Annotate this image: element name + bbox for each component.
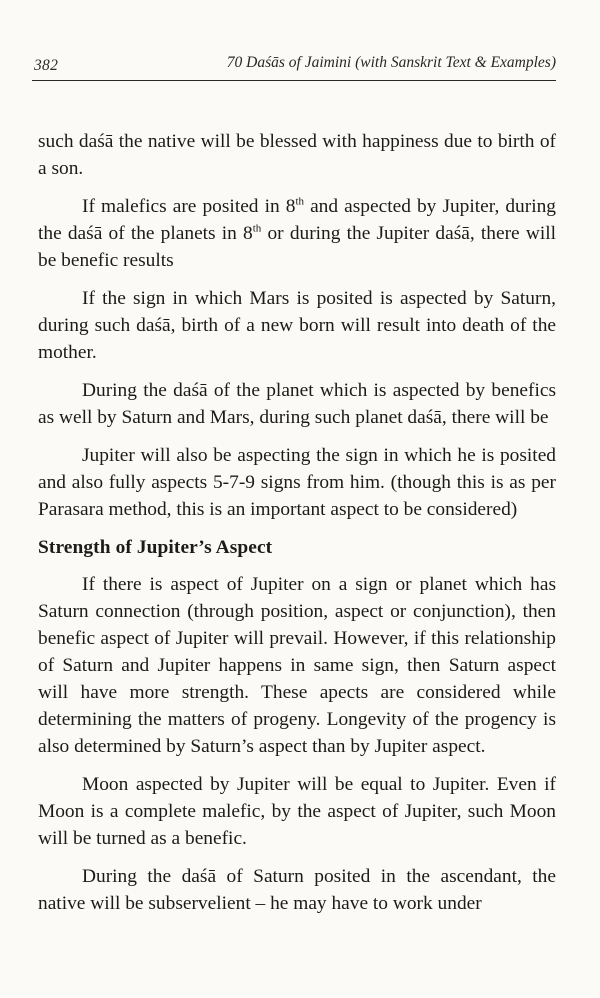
text-span: If malefics are posited in 8	[82, 196, 296, 217]
section-heading: Strength of Jupiter’s Aspect	[38, 537, 273, 558]
text-span: and aspected by Jupiter, during the daśā of the planets in 8	[38, 196, 556, 244]
paragraph-saturn-ascendant: During the daśā of Saturn posited in the ascendant, the native will be subservelient – he may have to work under	[38, 866, 556, 914]
paragraph-malefics-in-8th	[38, 193, 556, 274]
paragraph-continuation: such daśā the native will be blessed with happiness due to birth of a son.	[38, 131, 556, 179]
header-rule	[32, 80, 556, 81]
page-number: 382	[34, 57, 59, 74]
superscript-ordinal: th	[252, 222, 262, 235]
paragraph-planet-dasa: During the daśā of the planet which is aspected by benefics as well by Saturn and Mars, during such planet daśā, there will be	[38, 380, 556, 428]
text-span: or during the Jupiter daśā, there will be benefic results	[38, 223, 556, 271]
page-header	[32, 52, 556, 76]
running-title: 70 Daśās of Jaimini (with Sanskrit Text & Examples)	[226, 54, 556, 71]
paragraph-jupiter-saturn: If there is aspect of Jupiter on a sign or planet which has Saturn connection (through position, aspect or conjunction), then benefic aspect of Jupiter will prevail. However, if this relationship of Saturn and Jupiter happens in same sign, then Saturn aspect will have more strength. These apects are considered while determining the matters of progeny. Longevity of the progency is also determined by Saturn’s aspect than by Jupiter aspect.	[38, 574, 556, 757]
paragraph-mars-sign: If the sign in which Mars is posited is aspected by Saturn, during such daśā, birth of a new born will result into death of the mother.	[38, 288, 556, 363]
body-text	[38, 128, 556, 928]
paragraph-jupiter-aspects: Jupiter will also be aspecting the sign in which he is posited and also fully aspects 5-7-9 signs from him. (though this is as per Parasara method, this is an important aspect to be considered)	[38, 445, 556, 520]
paragraph-moon-jupiter: Moon aspected by Jupiter will be equal to Jupiter. Even if Moon is a complete malefic, by the aspect of Jupiter, such Moon will be turned as a benefic.	[38, 774, 556, 849]
superscript-ordinal: th	[295, 195, 304, 208]
